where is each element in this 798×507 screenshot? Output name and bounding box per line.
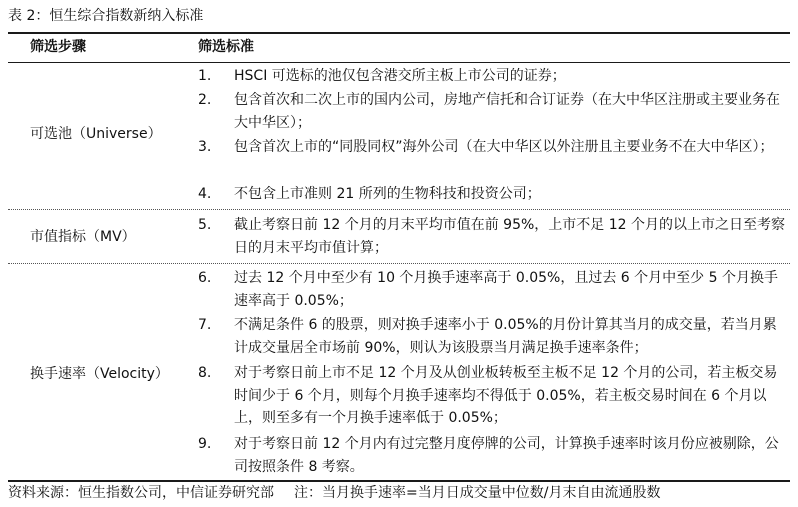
criterion-item	[198, 89, 786, 134]
criterion-text: 过去 12 个月中至少有 10 个月换手速率高于 0.05%，且过去 6 个月中至少 5 个月换手速率高于 0.05%；	[234, 270, 778, 309]
criterion-text: 对于考察日前上市不足 12 个月及从创业板转板至主板不足 12 个月的公司，若主板交易时间少于 6 个月，则每个月换手速率均不得低于 0.05%，若主板交易时间在 6 个月以上，则至多有一个月换手速率低于 0.05%；	[234, 365, 778, 426]
criterion-text: 包含首次和二次上市的国内公司，房地产信托和合订证券（在大中华区注册或主要业务在大中华区）；	[234, 92, 780, 131]
criterion-item	[198, 433, 786, 478]
criterion-number: 6.	[198, 270, 212, 286]
criterion-item	[198, 136, 786, 159]
category-universe: 可选池（Universe）	[30, 126, 162, 142]
category-velocity: 换手速率（Velocity）	[30, 366, 169, 382]
criterion-item	[198, 214, 786, 259]
criterion-item	[198, 183, 786, 206]
criterion-text: 不包含上市准则 21 所列的生物科技和投资公司；	[234, 186, 541, 202]
section-divider	[8, 209, 790, 210]
criterion-number: 1.	[198, 68, 212, 84]
criterion-text: HSCI 可选标的池仅包含港交所主板上市公司的证券；	[234, 68, 566, 84]
header-criteria: 筛选标准	[198, 39, 254, 55]
header-bottom-rule	[8, 62, 790, 63]
criterion-number: 8.	[198, 365, 212, 381]
table-caption: 表 2：恒生综合指数新纳入标准	[8, 8, 204, 24]
criterion-item	[198, 267, 786, 312]
criterion-text: 不满足条件 6 的股票，则对换手速率小于 0.05%的月份计算其当月的成交量，若当月累计成交量居全市场前 90%，则认为该股票当月满足换手速率条件；	[234, 317, 777, 356]
table-top-rule	[8, 32, 790, 34]
footer	[8, 482, 660, 504]
criterion-item	[198, 65, 786, 88]
criterion-item	[198, 362, 786, 430]
section-divider	[8, 263, 790, 264]
criterion-number: 2.	[198, 92, 212, 108]
criterion-number: 4.	[198, 186, 212, 202]
criterion-text: 截止考察日前 12 个月的月末平均市值在前 95%，上市不足 12 个月的以上市之日至考察日的月末平均市值计算；	[234, 217, 785, 256]
criterion-number: 5.	[198, 217, 212, 233]
criterion-text: 对于考察日前 12 个月内有过完整月度停牌的公司，计算换手速率时该月份应被剔除，公司按照条件 8 考察。	[234, 436, 779, 475]
category-market-value: 市值指标（MV）	[30, 229, 136, 245]
criterion-number: 9.	[198, 436, 212, 452]
criterion-number: 7.	[198, 317, 212, 333]
criterion-number: 3.	[198, 139, 212, 155]
header-step: 筛选步骤	[30, 39, 86, 55]
source-note: 资料来源：恒生指数公司，中信证券研究部	[8, 485, 274, 501]
criterion-text: 包含首次上市的“同股同权”海外公司（在大中华区以外注册且主要业务不在大中华区）；	[234, 139, 774, 155]
definition-note: 注：当月换手速率=当月日成交量中位数/月末自由流通股数	[294, 485, 661, 501]
criterion-item	[198, 314, 786, 359]
